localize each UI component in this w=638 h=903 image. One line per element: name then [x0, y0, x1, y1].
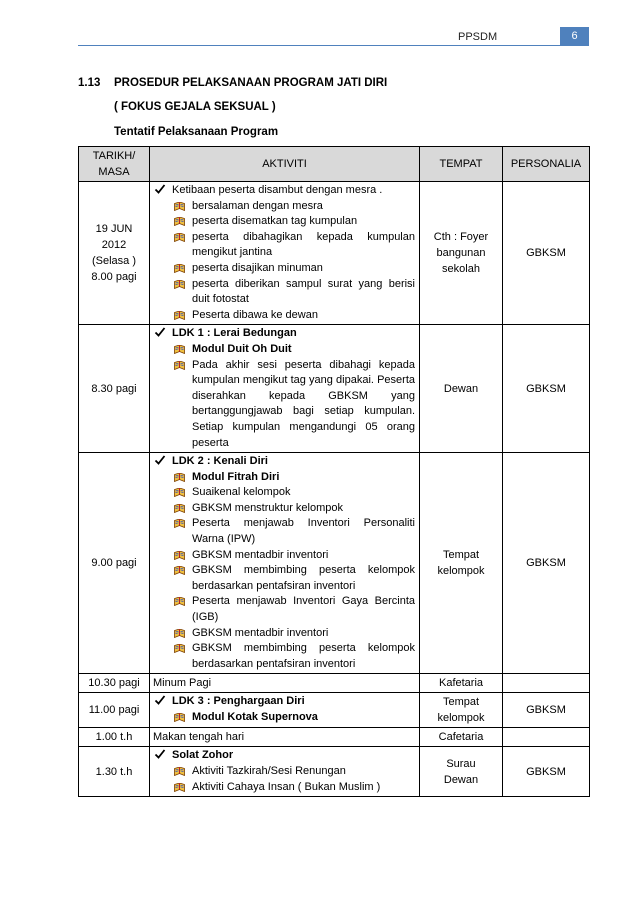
list-item	[152, 342, 415, 358]
book-bullet-icon	[174, 783, 186, 793]
column-header-place: TEMPAT	[420, 147, 503, 182]
list-item	[152, 261, 415, 277]
cell-activity: Makan tengah hari	[150, 728, 420, 747]
book-bullet-icon	[174, 713, 186, 723]
list-item-text: bersalaman dengan mesra	[192, 199, 323, 212]
list-item-text: Peserta dibawa ke dewan	[192, 308, 318, 321]
list-item-text: Aktiviti Tazkirah/Sesi Renungan	[192, 765, 346, 777]
cell-personnel: GBKSM	[503, 747, 590, 797]
list-item-text: Modul Duit Oh Duit	[192, 342, 292, 355]
table-row	[79, 325, 590, 453]
list-item-text: peserta diberikan sampul surat yang berisi duit fotostat	[192, 277, 415, 306]
page-number: 6	[560, 27, 589, 45]
header-title: PPSDM	[458, 31, 498, 43]
list-item	[152, 214, 415, 230]
column-header-activity: AKTIVITI	[150, 147, 420, 182]
activity-main-text: LDK 1 : Lerai Bedungan	[172, 327, 297, 340]
activity-main	[152, 748, 415, 764]
cell-time: 19 JUN 2012 (Selasa ) 8.00 pagi	[79, 182, 150, 325]
table-row	[79, 747, 590, 797]
list-item	[152, 485, 415, 501]
book-bullet-icon	[174, 629, 186, 639]
cell-place: Tempat kelompok	[420, 693, 503, 728]
list-item-text: peserta disematkan tag kumpulan	[192, 215, 358, 228]
table-row	[79, 453, 590, 674]
list-item	[152, 710, 415, 726]
book-bullet-icon	[174, 217, 186, 227]
book-bullet-icon	[174, 644, 186, 654]
activity-main-text: Solat Zohor	[172, 749, 234, 762]
list-item-text: Pada akhir sesi peserta dibahagi kepada kumpulan mengikut tag yang dipakai. Peserta diserahkan kepada GBKSM yang bertanggungjawab bagi setiap kumpulan. Setiap kumpulan mengandungi 05 orang peserta	[192, 358, 415, 449]
cell-activity	[150, 325, 420, 453]
list-item-text: GBKSM mentadbir inventori	[192, 548, 329, 561]
cell-place: Surau Dewan	[420, 747, 503, 797]
cell-activity	[150, 747, 420, 797]
table-row	[79, 693, 590, 728]
header-divider	[78, 45, 589, 46]
list-item-text: Modul Kotak Supernova	[192, 711, 318, 723]
cell-place: Cafetaria	[420, 728, 503, 747]
list-item-text: GBKSM mentadbir inventori	[192, 626, 329, 639]
book-bullet-icon	[174, 280, 186, 290]
list-item-text: peserta dibahagikan kepada kumpulan mengikut jantina	[192, 230, 415, 259]
list-item	[152, 764, 415, 780]
cell-time: 1.00 t.h	[79, 728, 150, 747]
cell-personnel	[503, 674, 590, 693]
book-bullet-icon	[174, 264, 186, 274]
book-bullet-icon	[174, 488, 186, 498]
list-item	[152, 277, 415, 308]
list-item-text: Aktiviti Cahaya Insan ( Bukan Muslim )	[192, 780, 381, 793]
book-bullet-icon	[174, 551, 186, 561]
cell-personnel: GBKSM	[503, 693, 590, 728]
table-row	[79, 182, 590, 325]
book-bullet-icon	[174, 519, 186, 529]
activity-main	[152, 183, 415, 199]
book-bullet-icon	[174, 566, 186, 576]
book-bullet-icon	[174, 361, 186, 371]
list-item	[152, 230, 415, 261]
list-item	[152, 548, 415, 564]
list-item	[152, 358, 415, 452]
cell-personnel: GBKSM	[503, 325, 590, 453]
list-item	[152, 470, 415, 486]
list-item	[152, 308, 415, 324]
cell-personnel: GBKSM	[503, 453, 590, 674]
cell-personnel: GBKSM	[503, 182, 590, 325]
list-item	[152, 626, 415, 642]
activity-main	[152, 694, 415, 710]
list-item	[152, 516, 415, 547]
book-bullet-icon	[174, 473, 186, 483]
cell-place: Kafetaria	[420, 674, 503, 693]
cell-activity: Minum Pagi	[150, 674, 420, 693]
list-item	[152, 199, 415, 215]
cell-time: 11.00 pagi	[79, 693, 150, 728]
activity-main-text: Ketibaan peserta disambut dengan mesra .	[172, 184, 383, 196]
list-item-text: GBKSM membimbing peserta kelompok berdasarkan pentafsiran inventori	[192, 564, 415, 592]
activity-main-text: LDK 3 : Penghargaan Diri	[172, 695, 305, 708]
book-bullet-icon	[174, 202, 186, 212]
table-row	[79, 674, 590, 693]
list-item-text: GBKSM menstruktur kelompok	[192, 501, 343, 514]
book-bullet-icon	[174, 345, 186, 355]
list-item-text: Peserta menjawab Inventori Gaya Bercinta (IGB)	[192, 595, 415, 624]
list-item	[152, 594, 415, 625]
section-number: 1.13	[78, 77, 101, 89]
cell-time: 9.00 pagi	[79, 453, 150, 674]
cell-time: 10.30 pagi	[79, 674, 150, 693]
list-item-text: Suaikenal kelompok	[192, 486, 291, 499]
book-bullet-icon	[174, 233, 186, 243]
book-bullet-icon	[174, 597, 186, 607]
schedule-subheading: Tentatif Pelaksanaan Program	[114, 126, 279, 138]
cell-personnel	[503, 728, 590, 747]
section-subtitle: ( FOKUS GEJALA SEKSUAL )	[114, 101, 276, 113]
cell-place: Dewan	[420, 325, 503, 453]
book-bullet-icon	[174, 311, 186, 321]
table-header-row	[79, 147, 590, 182]
cell-activity	[150, 453, 420, 674]
list-item-text: Modul Fitrah Diri	[192, 470, 280, 483]
section-title: PROSEDUR PELAKSANAAN PROGRAM JATI DIRI	[114, 77, 388, 89]
list-item	[152, 641, 415, 672]
cell-place: Tempat kelompok	[420, 453, 503, 674]
book-bullet-icon	[174, 767, 186, 777]
activity-main	[152, 454, 415, 470]
list-item-text: peserta disajikan minuman	[192, 261, 323, 274]
schedule-table	[78, 146, 590, 797]
cell-activity	[150, 182, 420, 325]
activity-main-text: LDK 2 : Kenali Diri	[172, 455, 268, 468]
column-header-personnel: PERSONALIA	[503, 147, 590, 182]
column-header-date: TARIKH/ MASA	[79, 147, 150, 182]
book-bullet-icon	[174, 504, 186, 514]
list-item	[152, 501, 415, 517]
cell-time: 1.30 t.h	[79, 747, 150, 797]
list-item-text: GBKSM membimbing peserta kelompok berdasarkan pentafsiran inventori	[192, 642, 415, 670]
cell-time: 8.30 pagi	[79, 325, 150, 453]
cell-place: Cth : Foyer bangunan sekolah	[420, 182, 503, 325]
section-heading	[78, 77, 387, 89]
page-header	[78, 27, 589, 49]
table-row	[79, 728, 590, 747]
activity-main	[152, 326, 415, 342]
list-item	[152, 780, 415, 796]
list-item	[152, 563, 415, 594]
list-item-text: Peserta menjawab Inventori Personaliti Warna (IPW)	[192, 517, 415, 546]
cell-activity	[150, 693, 420, 728]
